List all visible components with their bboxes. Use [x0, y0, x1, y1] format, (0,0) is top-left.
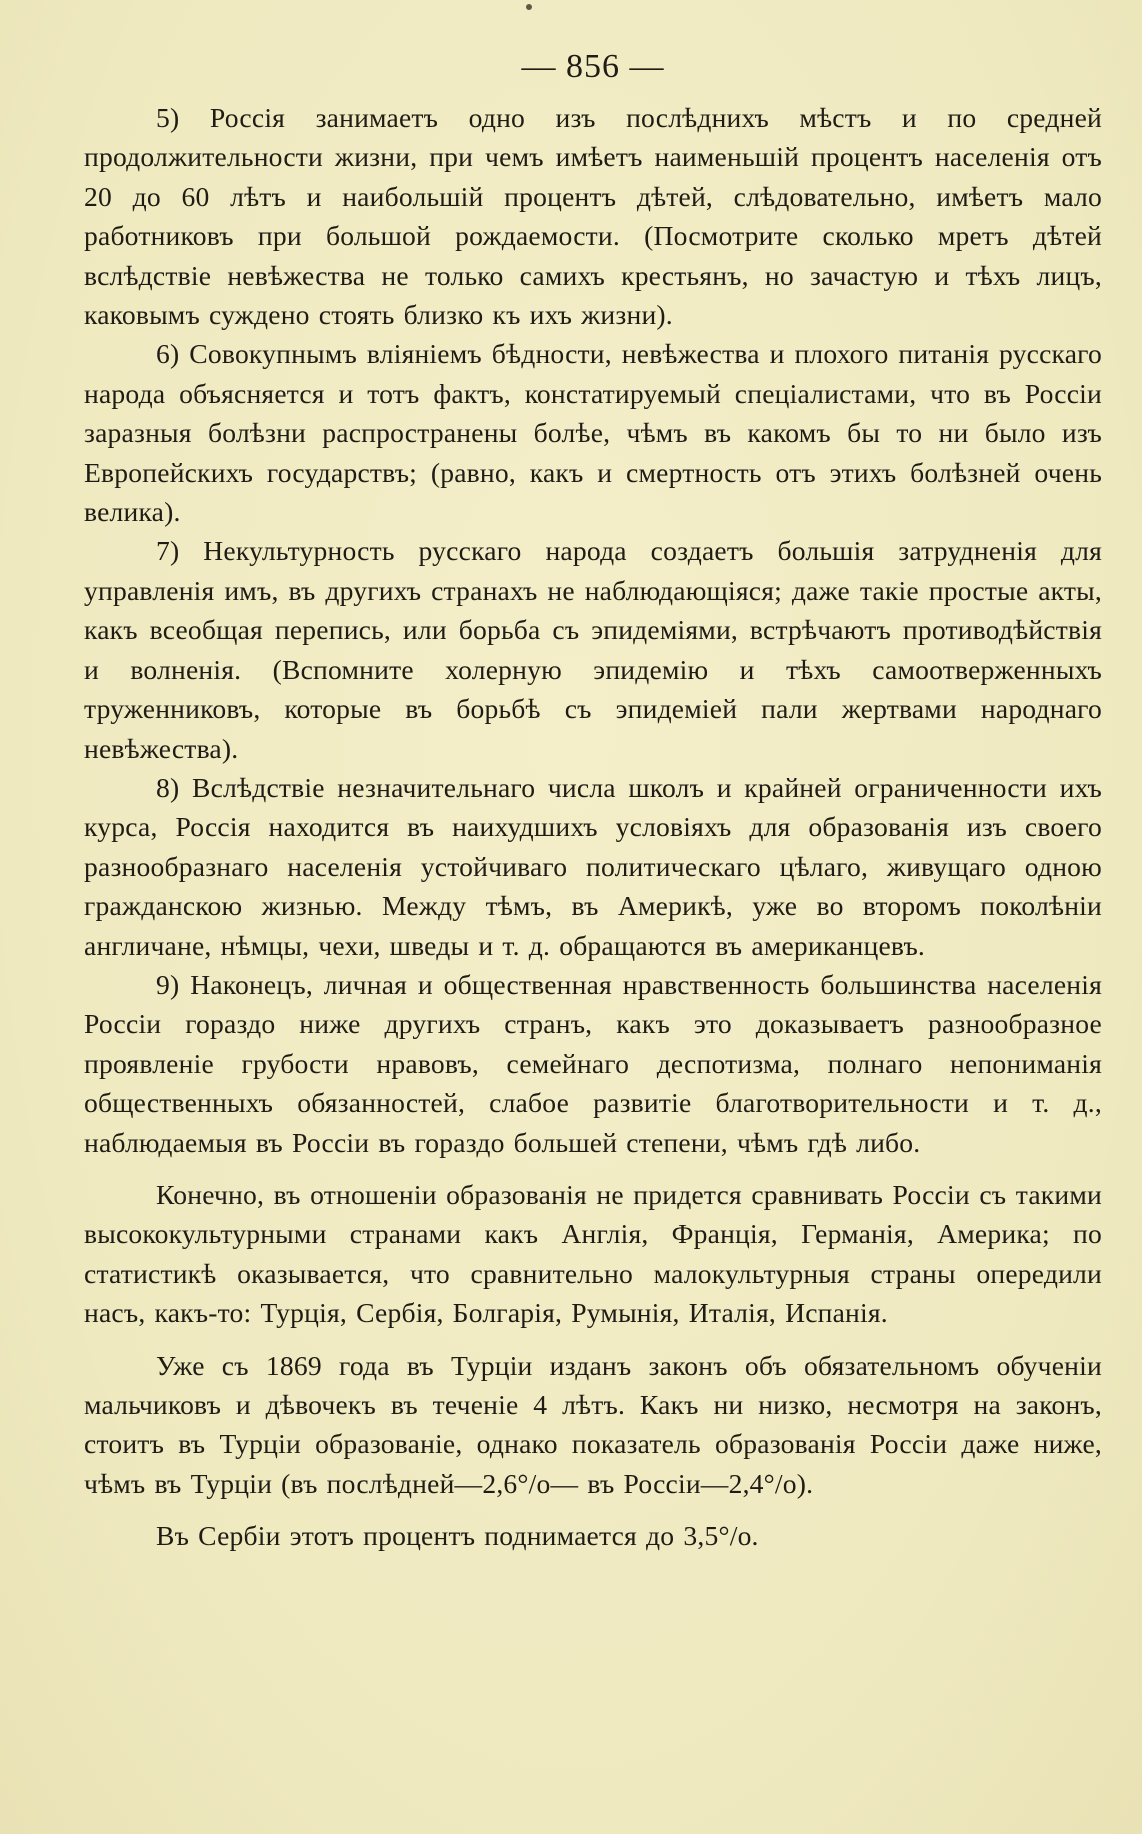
- paragraph-point-5: 5) Россія занимаетъ одно изъ послѣднихъ мѣстъ и по средней продолжительности жизни, при чемъ имѣетъ наименьшій процентъ населенія отъ 20 до 60 лѣтъ и наибольшій процентъ дѣтей, слѣдовательно, имѣетъ мало работниковъ при большой рождаемости. (Посмотрите сколько мретъ дѣтей вслѣдствіе невѣжества не только самихъ крестьянъ, но зачастую и тѣхъ лицъ, каковымъ суждено стоять близко къ ихъ жизни).: [84, 102, 1102, 331]
- paragraph-serbia: Въ Сербіи этотъ процентъ поднимается до 3,5°/о.: [156, 1520, 759, 1552]
- paragraph-comparison: Конечно, въ отношеніи образованія не придется сравнивать Россіи съ такими высококультурными странами какъ Англія, Франція, Германія, Америка; по статистикѣ оказывается, что сравнительно малокультурныя страны опередили насъ, какъ-то: Турція, Сербія, Болгарія, Румынія, Италія, Испанія.: [84, 1178, 1102, 1329]
- paragraph-turkey: Уже съ 1869 года въ Турціи изданъ законъ объ обязательномъ обученіи мальчиковъ и дѣвочекъ въ теченіе 4 лѣтъ. Какъ ни низко, несмотря на законъ, стоитъ въ Турціи образованіе, однако показатель образованія Россіи даже ниже, чѣмъ въ Турціи (въ послѣдней—2,6°/о— въ Россіи—2,4°/о).: [84, 1349, 1102, 1499]
- paragraph-point-8: 8) Вслѣдствіе незначительнаго числа школъ и крайней ограниченности ихъ курса, Россія находится въ наихудшихъ условіяхъ для образованія изъ своего разнообразнаго населенія устойчиваго политическаго цѣлаго, живущаго одною гражданскою жизнью. Между тѣмъ, въ Америкѣ, уже во второмъ поколѣніи англичане, нѣмцы, чехи, шведы и т. д. обращаются въ американцевъ.: [84, 771, 1102, 961]
- ink-speck: [526, 4, 532, 10]
- paragraph-point-7: 7) Некультурность русскаго народа создаетъ большія затрудненія для управленія имъ, въ другихъ странахъ не наблюдающіяся; даже такіе простые акты, какъ всеобщая перепись, или борьба съ эпидеміями, встрѣчаютъ противодѣйствія и волненія. (Вспомните холерную эпидемію и тѣхъ самоотверженныхъ труженниковъ, которые въ борьбѣ съ эпидеміей пали жертвами народнаго невѣжества).: [84, 535, 1102, 764]
- paragraph-point-9: 9) Наконецъ, личная и общественная нравственность большинства населенія Россіи гораздо ниже другихъ странъ, какъ это доказываетъ разнообразное проявленіе грубости нравовъ, семейнаго деспотизма, полнаго непониманія общественныхъ обязанностей, слабое развитіе благотворительности и т. д., наблюдаемыя въ Россіи въ гораздо большей степени, чѣмъ гдѣ либо.: [84, 968, 1102, 1158]
- page-number: — 856 —: [521, 48, 665, 85]
- paragraph-point-6: 6) Совокупнымъ вліяніемъ бѣдности, невѣжества и плохого питанія русскаго народа объясняется и тотъ фактъ, констатируемый спеціалистами, что въ Россіи заразныя болѣзни распространены болѣе, чѣмъ въ какомъ бы то ни было изъ Европейскихъ государствъ; (равно, какъ и смертность отъ этихъ болѣзней очень велика).: [84, 338, 1102, 528]
